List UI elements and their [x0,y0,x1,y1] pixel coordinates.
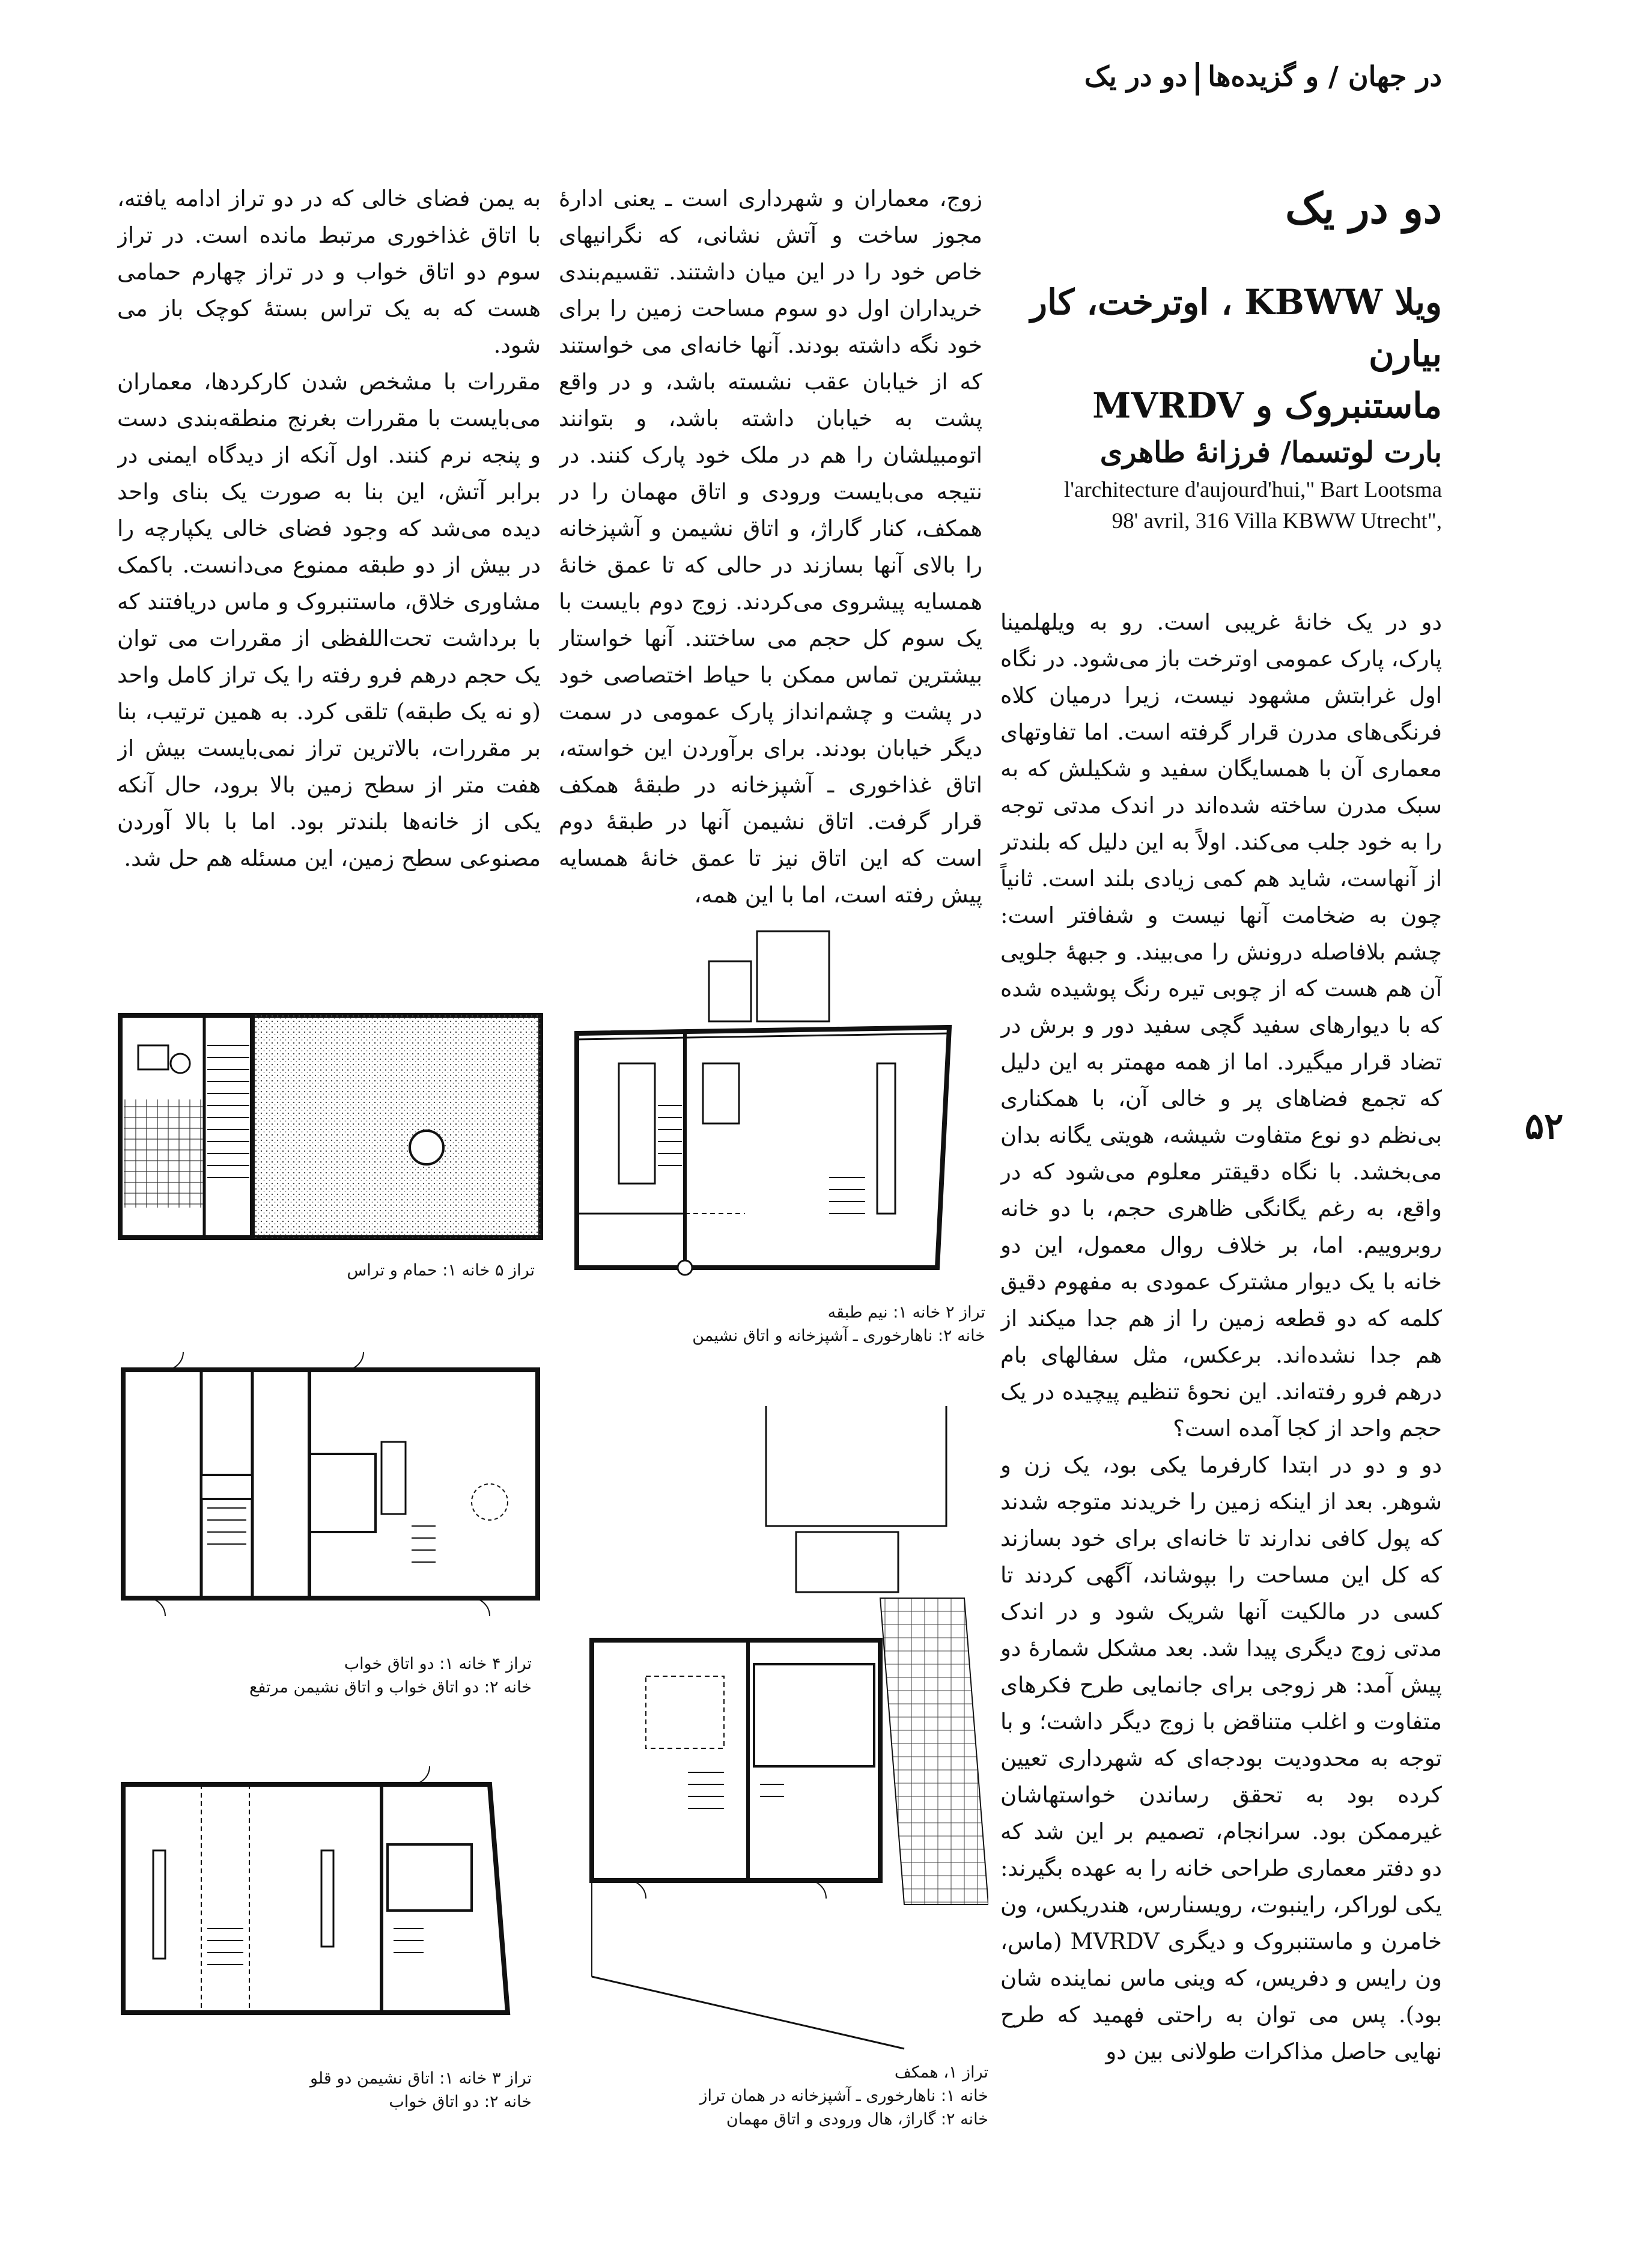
caption-line: تراز ۲ خانه ۱: نیم طبقه [827,1303,985,1322]
source-line-2: 98' avril, 316 Villa KBWW Utrecht", [1112,509,1442,534]
caption-line: خانه ۲: دو اتاق خواب [389,2093,532,2111]
page-number: ۵۲ [1524,1105,1564,1148]
header-divider [1196,62,1199,96]
header-topic: دو در یک [1084,60,1188,93]
floor-plan-level-2 [565,925,973,1286]
body-paragraph: دو و دو در ابتدا کارفرما یکی بود، یک زن و شوهر. بعد از اینکه زمین را خریدند متوجه شدند که پول کافی ندارند تا خانه‌ای برای خود بسازند که کل این مساحت را بپوشاند، آگهی کردند تا کسی در مالکیت آنها شریک شود و در اندک مدتی زوج دیگری پیدا شد. بعد مشکل شمارهٔ دو پیش آمد: هر زوجی برای جانمایی طرح فکرهای متفاوت و اغلب متناقض با زوج دیگر داشت؛ و با توجه به محدودیت بودجه‌ای که شهرداری تعیین کرده بود به تحقق رساندن خواستهاشان غیرممکن بود. سرانجام، تصمیم بر این شد که دو دفتر معماری طراحی خانه را به عهده بگیرند: یکی لوراکر، راینبوت، رویسنارس، هندریکس، ون خامرن و ماستنبروک و دیگری MVRDV (ماس، ون رایس و دفریس، که وینی ماس نماینده شان بود). پس می توان به راحتی فهمید که طرح نهایی حاصل مذاکرات طولانی بین دو [1000,1452,1442,2064]
body-paragraph: زوج، معماران و شهرداری است ـ یعنی ادارهٔ مجوز ساخت و آتش نشانی، که نگرانیهای خاص خود را در این میان داشتند. تقسیم‌بندی خریداران اول دو سوم مساحت زمین را برای خود نگه داشته بودند. آنها خانه‌ای می خواستند که از خیابان عقب نشسته باشد، و در واقع پشت به خیابان داشته باشد، و بتوانند اتومبیلشان را هم در ملک خود پارک کنند. در نتیجه می‌بایست ورودی و اتاق مهمان را در همکف، کنار گاراژ، و اتاق نشیمن و آشپزخانه را بالای آنها بسازند در حالی که تا عمق خانهٔ همسایه پیشروی می‌کردند. زوج دوم بایست با یک سوم کل حجم می ساختند. آنها خواستار بیشترین تماس ممکن با حیاط اختصاصی خود در پشت و چشم‌انداز پارک عمومی در سمت دیگر خیابان بودند. برای برآوردن این خواسته، اتاق غذاخوری ـ آشپزخانه در طبقهٔ همکف قرار گرفت. اتاق نشیمن آنها در طبقهٔ دوم است که این اتاق نیز تا عمق خانهٔ همسایه پیش رفته است، اما با این همه، [559,186,982,908]
article-subtitle [1009,276,1442,431]
floor-plan-level-5 [114,1009,559,1250]
caption-line: خانه ۲: ناهارخوری ـ آشپزخانه و اتاق نشیمن [692,1327,985,1345]
article-source [985,475,1442,537]
floor-plan-level-3 [111,1748,550,2031]
caption-line: تراز ۱، همکف [894,2063,988,2082]
caption-level-5 [114,1259,535,1282]
floor-plan-level-4 [111,1346,550,1622]
body-paragraph: دو در یک خانهٔ غریبی است. رو به ویلهلمینا پارک، پارک عمومی اوترخت باز می‌شود. در نگاه اول غرابتش مشهود نیست، زیرا درمیان کلاه فرنگی‌های مدرن قرار گرفته است. اما تفاوتهای معماری آن با همسایگان سفید و شکیلش که به سبک مدرن ساخته شده‌اند در اندک مدتی توجه را به خود جلب می‌کند. اولاً به این دلیل که بلندتر از آنهاست، شاید هم کمی زیادی بلند است. ثانیاً چون به ضخامت آنها نیست و شفافتر است: چشم بلافاصله درونش را می‌بیند. و جبههٔ جلویی آن هم هست که از چوبی تیره رنگ پوشیده شده که با دیوارهای سفید گچی سفید دور و برش در تضاد قرار میگیرد. اما از همه مهمتر به این دلیل که تجمع فضاهای پر و خالی آن، با همکناری بی‌نظم دو نوع متفاوت شیشه، هویتی یگانه بدان می‌بخشد. با نگاه دقیقتر معلوم می‌شود که در واقع، به رغم یگانگی ظاهری حجم، با دو خانه روبروییم. اما، بر خلاف روال معمول، این دو خانه با یک دیوار مشترک عمودی به مفهوم دقیق کلمه که دو قطعه زمین را از هم جدا میکند از هم جدا نشده‌اند. برعکس، مثل سفالهای بام درهم فرو رفته‌اند. این نحوهٔ تنظیم پیچیده در یک حجم واحد از کجا آمده است؟ [1000,609,1442,1441]
body-column-2 [559,180,982,937]
caption-line: تراز ۵ خانه ۱: حمام و تراس [347,1261,535,1280]
caption-line: خانه ۲: دو اتاق خواب و اتاق نشیمن مرتفع [249,1678,532,1697]
caption-level-1 [568,2061,988,2131]
body-paragraph: مقررات با مشخص شدن کارکردها، معماران می‌بایست با مقررات بغرنج منطقه‌بندی دست و پنجه نرم کنند. اول آنکه از دیدگاه ایمنی در برابر آتش، این بنا به صورت یک بنای واحد دیده می‌شد که وجود فضای خالی یکپارچه را در بیش از دو طبقه ممنوع می‌دانست. باکمک مشاوری خلاق، ماستنبروک و ماس دریافتند که با برداشت تحت‌اللفظی از مقررات می توان یک حجم درهم فرو رفته را یک تراز کامل واحد (و نه یک طبقه) تلقی کرد. به همین ترتیب، بنا بر مقررات، بالاترین تراز نمی‌بایست بیش از هفت متر از سطح زمین بالا برود، حال آنکه یکی از خانه‌ها بلندتر بود. اما با بالا آوردن مصنوعی سطح زمین، این مسئله هم حل شد. [117,369,541,871]
body-column-1 [1000,604,1442,2238]
caption-line: خانه ۲: گاراژ، هال ورودی و اتاق مهمان [726,2110,988,2129]
article-title: دو در یک [1285,183,1442,233]
floor-plan-level-1 [568,1400,988,2055]
caption-level-3 [111,2067,532,2114]
caption-line: خانه ۱: ناهارخوری ـ آشپزخانه در همان تراز [699,2087,988,2105]
caption-level-2 [565,1301,985,1348]
source-line-1: l'architecture d'aujourd'hui," Bart Lootsma [1064,478,1442,502]
header-section: در جهان / و گزیده‌ها [1208,60,1442,93]
subtitle-line-1: ویلا KBWW ، اوترخت، کار بیارن [1030,282,1442,374]
body-paragraph: به یمن فضای خالی که در دو تراز ادامه یافته، با اتاق غذاخوری مرتبط مانده است. در تراز سوم دو اتاق خواب و در تراز چهارم حمامی هست که به یک تراس بستهٔ کوچک باز می شود. [117,186,541,358]
article-authors: بارت لوتسما/ فرزانهٔ طاهری [1099,436,1442,469]
caption-line: تراز ۳ خانه ۱: اتاق نشیمن دو قلو [309,2069,532,2088]
subtitle-line-2: ماستنبروک و MVRDV [1092,385,1442,426]
caption-level-4 [111,1652,532,1699]
caption-line: تراز ۴ خانه ۱: دو اتاق خواب [344,1655,532,1673]
running-header [1069,60,1442,108]
body-column-3 [117,180,541,937]
